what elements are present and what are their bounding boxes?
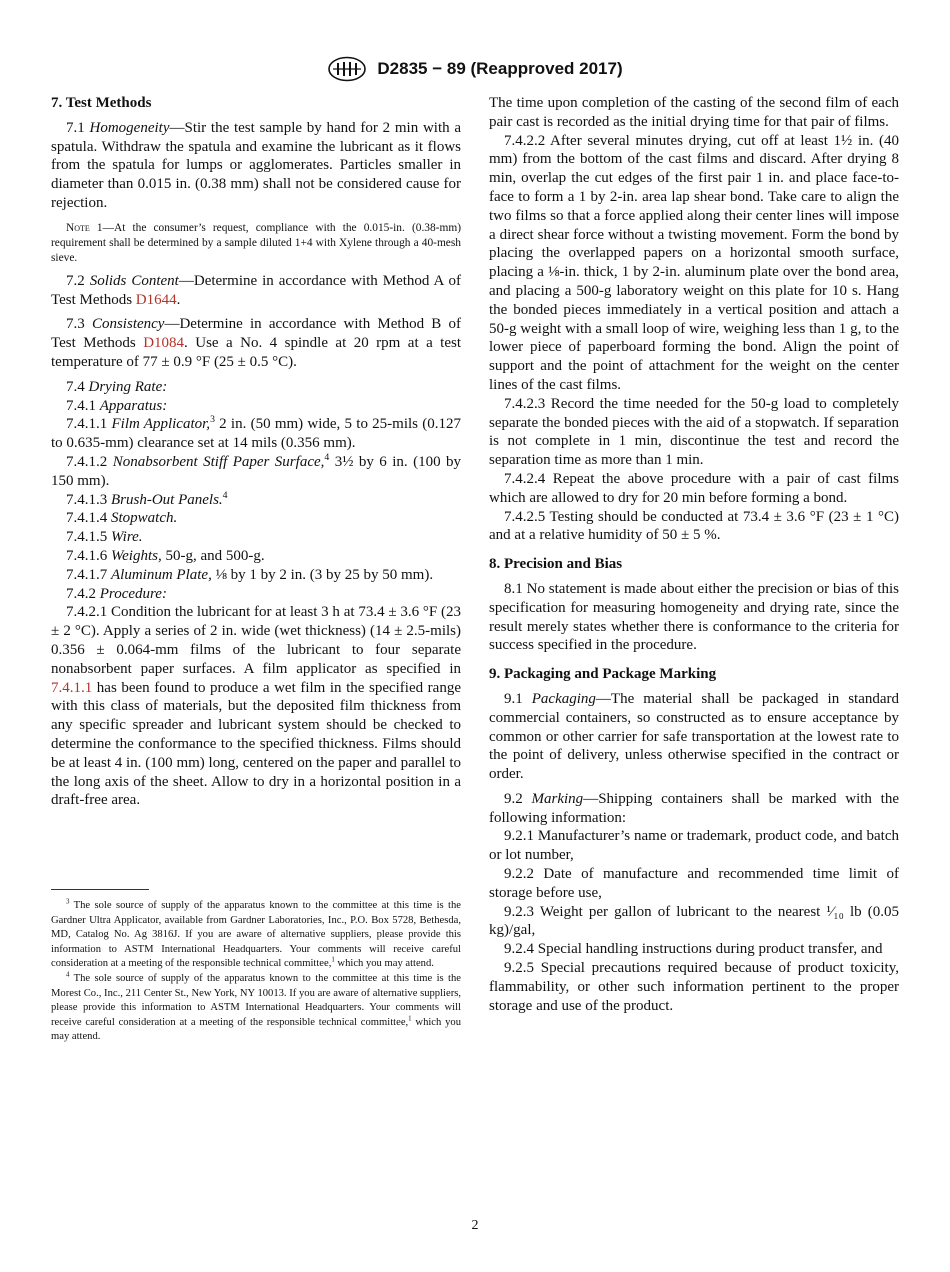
document-designation: D2835 − 89 (Reapproved 2017) (377, 59, 623, 78)
paragraph-9-2-3: 9.2.3 Weight per gallon of lubricant to the nearest ¹⁄₁₀ lb (0.05 kg)/gal, (489, 903, 899, 939)
section-9-heading: 9. Packaging and Package Marking (489, 666, 717, 683)
footnotes (51, 899, 461, 1045)
astm-logo-icon (327, 56, 367, 82)
paragraph-7-2: 7.2 Solids Content—Determine in accordance with Method A of Test Methods D1644. (51, 272, 462, 308)
paragraph-7-4-1-3: 7.4.1.3 Brush-Out Panels.$^4$ (66, 489, 228, 508)
footnote-divider (51, 889, 149, 890)
paragraph-9-2-4: 9.2.4 Special handling instructions during product transfer, and (504, 941, 883, 958)
link-d1644[interactable]: D1644 (135, 291, 177, 308)
section-7-heading: 7. Test Methods (51, 95, 152, 111)
paragraph-7-4-1-7: 7.4.1.7 Aluminum Plate, ⅛ by 1 by 2 in. (3 by 25 by 50 mm). (66, 566, 434, 583)
paragraph-7-4-2: 7.4.2 Procedure: (66, 585, 167, 602)
page-number: 2 (471, 1218, 479, 1233)
paragraph-7-4-1-1: 7.4.1.1 Film Applicator,$^3$ 2 in. (50 mm) wide, 5 to 25-mils (0.127 to 0.635-mm) clearance set at 14 mils (0.356 mm). (51, 414, 462, 452)
note-1: Note 1—At the consumer’s request, compliance with the 0.015-in. (0.38-mm) requirement shall be determined by a sample diluted 1+4 with Xylene through a 40-mesh sieve. (51, 221, 461, 264)
paragraph-9-1: 9.1 Packaging—The material shall be packaged in standard commercial containers, so constructed as to ensure acceptance by common or other carrier for safe transportation at the lowest rate to the point of delivery, unless otherwise specified in the contract or order. (489, 690, 900, 783)
right-column (489, 94, 899, 1015)
footnote-3: $^3$ The sole source of supply of the apparatus known to the committee at this time is the Gardner Ultra Applicator, available from Gardner Laboratories, Inc., P.O. Box 5728, Bethesda, MD, Catalog No. Ag 3816J. If you are aware of alternative suppliers, please provide this information to ASTM International Headquarters. Your comments will receive careful consideration at a meeting of the responsible technical committee,$^1$ which you may attend. (51, 898, 461, 970)
page-header (0, 56, 950, 84)
paragraph-7-4-2-1: 7.4.2.1 Condition the lubricant for at least 3 h at 73.4 ± 3.6 °F (23 ± 2 °C). Apply a series of 2 in. wide (wet thickness) (14 ± 2.5-mils) 0.356 ± 0.064-mm films of the lubricant to four separate nonabsorbent paper surfaces. A film applicator as specified in 7.4.1.1 has been found to produce a wet film in the specified range with this class of materials, but the deposited film thickness from any specific spreader and lubricant system should be checked to determine the conformance to the specified thickness. Films should be at least 4 in. (100 mm) long, centered on the paper and parallel to the long axis of the sheet. Allow to dry in a horizontal position in a draft-free area. (51, 604, 461, 809)
paragraph-9-2-2: 9.2.2 Date of manufacture and recommended time limit of storage before use, (489, 866, 899, 901)
paragraph-7-4-1-2: 7.4.1.2 Nonabsorbent Stiff Paper Surface,$^4$ 3½ by 6 in. (100 by 150 mm). (51, 451, 462, 489)
paragraph-7-3: 7.3 Consistency—Determine in accordance with Method B of Test Methods D1084. Use a No. 4 spindle at 20 rpm at a test temperature of 77 ± 0.9 °F (25 ± 0.5 °C). (51, 316, 462, 370)
link-7-4-1-1[interactable]: 7.4.1.1 (51, 679, 93, 696)
paragraph-7-4-2-2: 7.4.2.2 After several minutes drying, cut off at least 1½ in. (40 mm) from the bottom of the cast films and discard. After drying 8 min, overlap the cut edges of the first pair 1 in. and place face-to-face to form a 1 by 2-in. area lap shear bond. Take care to align the two films so that a force applied along their center lines will impose a direct shear force without a twisting movement. Form the bond by placing the overlapped papers on a horizontal smooth surface, placing a ⅛-in. thick, 1 by 2-in. aluminum plate over the bond area, and placing a 500-g laboratory weight on this plate for 10 s. Hang the bonded pieces immediately in a vertical position and attach a 50-g weight with a small loop of wire, weighing less than 1 g, to the lower piece of paperboard forming the bond. Align the point of support and the point of attachment for the weight on the center lines of the cast films. (489, 132, 899, 393)
paragraph-7-4-1-6: 7.4.1.6 Weights, 50-g, and 500-g. (66, 547, 265, 564)
section-8-heading: 8. Precision and Bias (489, 556, 623, 573)
paragraph-7-4-2-1-continued: The time upon completion of the casting of the second film of each pair cast is recorded as the initial drying time for that pair of films. (489, 95, 899, 130)
paragraph-8-1: 8.1 No statement is made about either the precision or bias of this specification for measuring homogeneity and drying rate, since the result merely states whether there is conformance to the criteria for success specified in the procedure. (489, 580, 899, 654)
paragraph-7-4-2-5: 7.4.2.5 Testing should be conducted at 73.4 ± 3.6 °F (23 ± 1 °C) and at a relative humidity of 50 ± 5 %. (489, 508, 899, 544)
paragraph-7-1: 7.1 Homogeneity—Stir the test sample by hand for 2 min with a spatula. Withdraw the spatula and examine the lubricant as it flows from the spatula for lumps or agglomerates. Particles smaller in diameter than 0.015 in. (0.38 mm) shall not be considered cause for rejection. (51, 119, 462, 211)
paragraph-9-2: 9.2 Marking—Shipping containers shall be marked with the following information: (489, 790, 900, 826)
footnote-4: $^4$ The sole source of supply of the apparatus known to the committee at this time is the Morest Co., Inc., 211 Center St., New York, NY 10013. If you are aware of alternative suppliers, please provide this information to ASTM International Headquarters. Your comments will receive careful consideration at a meeting of the responsible technical committee,$^1$ which you may attend. (51, 971, 461, 1043)
paragraph-7-4-2-4: 7.4.2.4 Repeat the above procedure with a pair of cast films which are allowed to dry for 20 min before forming a bond. (489, 470, 899, 506)
left-column (51, 94, 461, 810)
paragraph-9-2-1: 9.2.1 Manufacturer’s name or trademark, product code, and batch or lot number, (489, 828, 899, 864)
paragraph-7-4-1-5: 7.4.1.5 Wire. (66, 529, 143, 546)
link-d1084[interactable]: D1084 (143, 335, 185, 352)
paragraph-7-4-1: 7.4.1 Apparatus: (66, 397, 168, 414)
paragraph-7-4-2-3: 7.4.2.3 Record the time needed for the 50-g load to completely separate the bonded pieces with the aid of a stopwatch. If separation is not complete in 1 min, discontinue the test and record the separation time as more than 1 min. (489, 395, 899, 469)
paragraph-9-2-5: 9.2.5 Special precautions required because of product toxicity, flammability, or other such information pertinent to the proper storage and use of the product. (489, 960, 899, 1014)
paragraph-7-4: 7.4 Drying Rate: (66, 378, 168, 395)
paragraph-7-4-1-4: 7.4.1.4 Stopwatch. (66, 510, 178, 527)
